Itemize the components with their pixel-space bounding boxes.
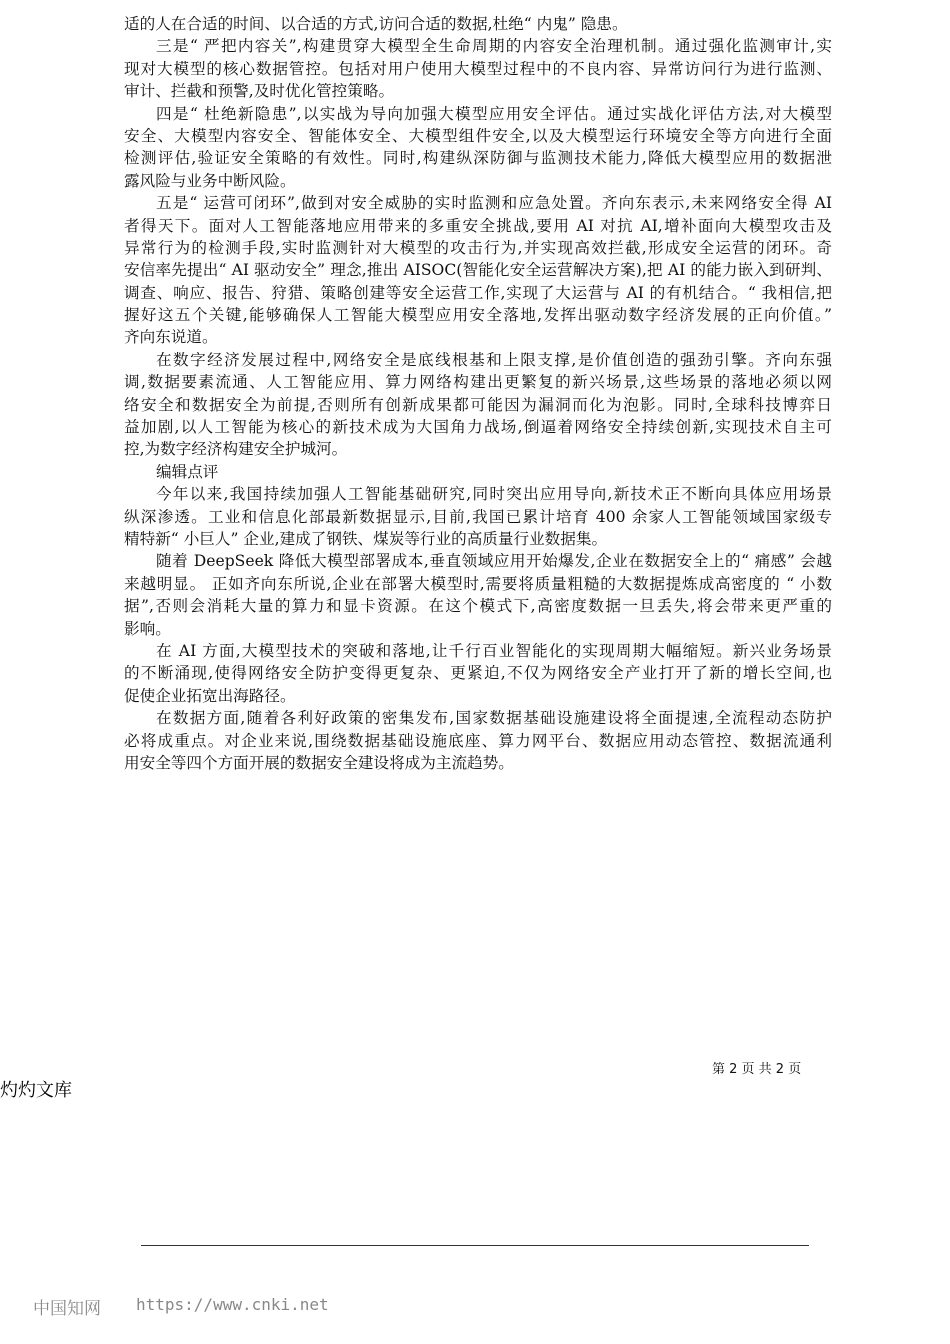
text-line: 握好这五个关键,能够确保人工智能大模型应用安全落地,发挥出驱动数字经济发展的正向价值。” [124,306,832,325]
text-line: 来越明显。 正如齐向东所说,企业在部署大模型时,需要将质量粗糙的大数据提炼成高密度的 “ 小数 [124,574,832,593]
text-line: 现对大模型的核心数据管控。包括对用户使用大模型过程中的不良内容、异常访问行为进行监测、 [124,59,832,78]
text-line: 者得天下。面对人工智能落地应用带来的多重安全挑战,要用 AI 对抗 AI,增补面向大模型攻击及 [124,216,832,235]
text-line: 四是“ 杜绝新隐患”,以实战为导向加强大模型应用安全评估。通过实战化评估方法,对大模型 [156,104,832,123]
text-line: 用安全等四个方面开展的数据安全建设将成为主流趋势。 [124,753,514,772]
text-line: 在数据方面,随着各利好政策的密集发布,国家数据基础设施建设将全面提速,全流程动态防护 [156,709,832,728]
text-line: 编辑点评 [156,462,219,481]
text-line: 异常行为的检测手段,实时监测针对大模型的攻击行为,并实现高效拦截,形成安全运营的闭环。奇 [124,238,832,257]
text-line: 调查、响应、报告、狩猎、策略创建等安全运营工作,实现了大运营与 AI 的有机结合。“ 我相信,把 [124,283,832,302]
text-line: 审计、拦截和预警,及时优化管控策略。 [124,82,395,101]
text-line: 检测评估,验证安全策略的有效性。同时,构建纵深防御与监测技术能力,降低大模型应用的数据泄 [124,149,832,168]
text-line: 在 AI 方面,大模型技术的突破和落地,让千行百业智能化的实现周期大幅缩短。新兴业务场景 [156,641,832,660]
page-number: 第 2 页 共 2 页 [712,1062,802,1077]
text-line: 在数字经济发展过程中,网络安全是底线根基和上限支撑,是价值创造的强劲引擎。齐向东强 [156,350,832,369]
text-line: 调,数据要素流通、人工智能应用、算力网络构建出更繁复的新兴场景,这些场景的落地必须以网 [124,373,832,392]
text-line: 随着 DeepSeek 降低大模型部署成本,垂直领域应用开始爆发,企业在数据安全上的“ 痛感” 会越 [156,552,832,571]
text-line: 今年以来,我国持续加强人工智能基础研究,同时突出应用导向,新技术正不断向具体应用场景 [156,485,832,504]
cnki-logo-text: 中国知网 [33,1299,101,1319]
text-line: 控,为数字经济构建安全护城河。 [124,440,348,459]
text-line: 精特新“ 小巨人” 企业,建成了钢铁、煤炭等行业的高质量行业数据集。 [124,529,608,548]
text-line: 益加剧,以人工智能为核心的新技术成为大国角力战场,倒逼着网络安全持续创新,实现技术自主可 [124,418,832,437]
text-line: 五是“ 运营可闭环”,做到对安全威胁的实时监测和应急处置。齐向东表示,未来网络安全得 AI [156,194,832,213]
brand-watermark: 灼灼文库 [0,1080,72,1101]
text-line: 促使企业拓宽出海路径。 [124,686,296,705]
text-line: 据”,否则会消耗大量的算力和显卡资源。在这个模式下,高密度数据一旦丢失,将会带来更严重的 [124,597,832,616]
cnki-link[interactable]: https://www.cnki.net [136,1295,329,1314]
text-line: 三是“ 严把内容关”,构建贯穿大模型全生命周期的内容安全治理机制。通过强化监测审计,实 [156,37,832,56]
text-line: 纵深渗透。工业和信息化部最新数据显示,目前,我国已累计培育 400 余家人工智能领域国家级专 [124,507,832,526]
text-line: 的不断涌现,使得网络安全防护变得更复杂、更紧迫,不仅为网络安全产业打开了新的增长空间,也 [124,664,832,683]
text-line: 影响。 [124,619,171,638]
footer-divider [141,1245,809,1246]
article-body [124,13,832,774]
text-line: 安全、大模型内容安全、智能体安全、大模型组件安全,以及大模型运行环境安全等方向进行全面 [124,126,832,145]
text-line: 安信率先提出“ AI 驱动安全” 理念,推出 AISOC(智能化安全运营解决方案),把 AI 的能力嵌入到研判、 [124,261,832,280]
text-line: 露风险与业务中断风险。 [124,171,296,190]
text-line: 齐向东说道。 [124,328,218,347]
text-line: 适的人在合适的时间、以合适的方式,访问合适的数据,杜绝“ 内鬼” 隐患。 [124,15,628,33]
text-line: 络安全和数据安全为前提,否则所有创新成果都可能因为漏洞而化为泡影。同时,全球科技博弈日 [124,395,832,414]
text-line: 必将成重点。对企业来说,围绕数据基础设施底座、算力网平台、数据应用动态管控、数据流通利 [124,731,832,750]
